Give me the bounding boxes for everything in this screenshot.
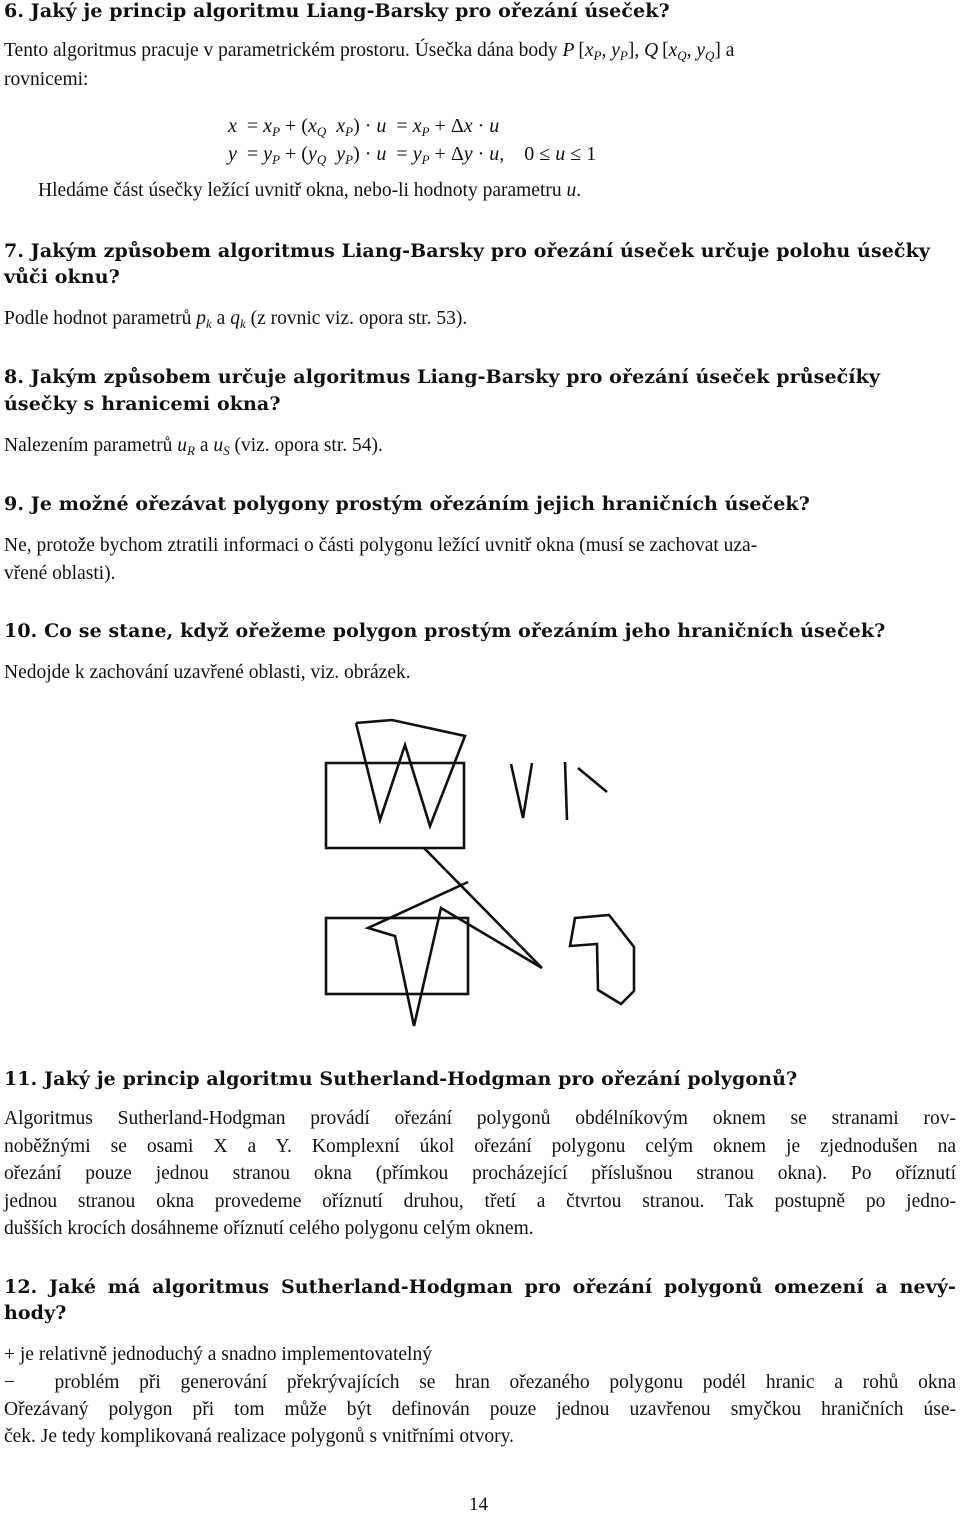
q10-title: 10. Co se stane, když ořežeme polygon prostým ořezáním jeho hraničních úseček? bbox=[4, 620, 886, 642]
q11-line-5: dušších krocích dosáhneme oříznutí celého polygonu celým oknem. bbox=[4, 1218, 534, 1239]
q7-title-line1: 7. Jakým způsobem algoritmus Liang-Barsky pro ořezání úseček určuje polohu úsečky bbox=[4, 240, 930, 262]
q12-disadvantage bbox=[4, 1372, 956, 1394]
clipped-edges-top bbox=[511, 763, 532, 818]
q7-title-line2: vůči oknu? bbox=[4, 266, 120, 288]
q11-line-4: jednou stranou okna provedeme oříznutí druhou, třetí a čtvrtou stranou. Tak postupně po jedno- bbox=[4, 1191, 956, 1212]
q12-advantage bbox=[4, 1344, 432, 1366]
q6-intro-text: Tento algoritmus pracuje v parametrickém prostoru. Úsečka dána body bbox=[4, 40, 558, 61]
q9-answer-line1: Ne, protože bychom ztratili informaci o části polygonu ležící uvnitř okna (musí se zachovat uza- bbox=[4, 535, 758, 556]
minus-sign: − bbox=[4, 1372, 15, 1393]
window-rect-bottom bbox=[326, 918, 468, 994]
polygon-bottom bbox=[368, 848, 542, 1026]
q11-line-1: Algoritmus Sutherland-Hodgman provádí ořezání polygonů obdélníkovým oknem se stranami rov- bbox=[4, 1108, 956, 1129]
q10-answer: Nedojde k zachování uzavřené oblasti, viz. obrázek. bbox=[4, 662, 411, 683]
equation-x: $x = x_P + (x_Q$ $x_P) \cdot u = x_P + \Delta x \cdot u$ bbox=[228, 115, 500, 139]
q12-advantage-text: je relativně jednoduchý a snadno implementovatelný bbox=[19, 1344, 432, 1365]
clipping-figure bbox=[315, 712, 655, 1042]
clipped-edge-top-c bbox=[578, 768, 607, 792]
clipped-polygon-bottom bbox=[570, 915, 634, 1004]
q12-disadvantage-text: problém při generování překrývajících se hran ořezaného polygonu podél hranic a rohů okna bbox=[54, 1372, 957, 1393]
q7-answer-pre: Podle hodnot parametrů bbox=[4, 308, 192, 329]
polygon-top bbox=[356, 720, 465, 826]
q12-title-line1: 12. Jaké má algoritmus Sutherland-Hodgman pro ořezání polygonů omezení a nevý- bbox=[4, 1276, 956, 1298]
q12-title-line2: hody? bbox=[4, 1302, 67, 1324]
q9-title: 9. Je možné ořezávat polygony prostým ořezáním jejich hraničních úseček? bbox=[4, 493, 810, 515]
page-number: 14 bbox=[469, 1494, 488, 1515]
q8-title-line1: 8. Jakým způsobem určuje algoritmus Liang-Barsky pro ořezání úseček průsečíky bbox=[4, 366, 881, 388]
q6-answer-text: Hledáme část úsečky ležící uvnitř okna, nebo-li hodnoty parametru bbox=[38, 180, 562, 201]
clipped-edge-top-b bbox=[565, 762, 567, 820]
q9-answer-line2: vřené oblasti). bbox=[4, 563, 116, 584]
q6-intro: Tento algoritmus pracuje v parametrickém prostoru. Úsečka dána body P [$x_P$, $y_P$], Q [$x_Q$, $y_Q$] a bbox=[4, 40, 735, 63]
q8-title-line2: úsečky s hranicemi okna? bbox=[4, 393, 281, 415]
q12-line-4: ček. Je tedy komplikovaná realizace polygonů s vnitřními otvory. bbox=[4, 1426, 514, 1447]
q8-answer: Nalezením parametrů $u_R$ a $u_S$ (viz. opora str. 54). bbox=[4, 435, 383, 458]
q7-answer: Podle hodnot parametrů $p_k$ a $q_k$ (z rovnic viz. opora str. 53). bbox=[4, 308, 468, 331]
q8-answer-and: a bbox=[199, 435, 209, 456]
q12-line-3: Ořezávaný polygon při tom může být definován pouze jednou uzavřenou smyčkou hraničních úse- bbox=[4, 1399, 956, 1420]
q11-line-2: noběžnými se osami X a Y. Komplexní úkol ořezání polygonu celým oknem je zjednodušen na bbox=[4, 1136, 956, 1157]
q8-answer-pre: Nalezením parametrů bbox=[4, 435, 173, 456]
equation-y: $y = y_P + (y_Q$ $y_P) \cdot u = y_P + \Delta y \cdot u$, 0 ≤ u ≤ 1 bbox=[228, 143, 597, 167]
q11-title: 11. Jaký je princip algoritmu Sutherland-Hodgman pro ořezání polygonů? bbox=[4, 1068, 798, 1090]
q7-answer-and: a bbox=[216, 308, 226, 329]
q6-answer: Hledáme část úsečky ležící uvnitř okna, nebo-li hodnoty parametru u. bbox=[38, 180, 582, 201]
q8-answer-post: (viz. opora str. 54). bbox=[234, 435, 383, 456]
q6-intro-cont: rovnicemi: bbox=[4, 69, 89, 90]
q7-answer-post: (z rovnic viz. opora str. 53). bbox=[250, 308, 468, 329]
q11-line-3: ořezání pouze jednou stranou okna (přímkou procházející příslušnou stranou okna). Po oříznutí bbox=[4, 1163, 956, 1184]
plus-sign: + bbox=[4, 1344, 15, 1365]
q6-title: 6. Jaký je princip algoritmu Liang-Barsky pro ořezání úseček? bbox=[4, 0, 670, 22]
